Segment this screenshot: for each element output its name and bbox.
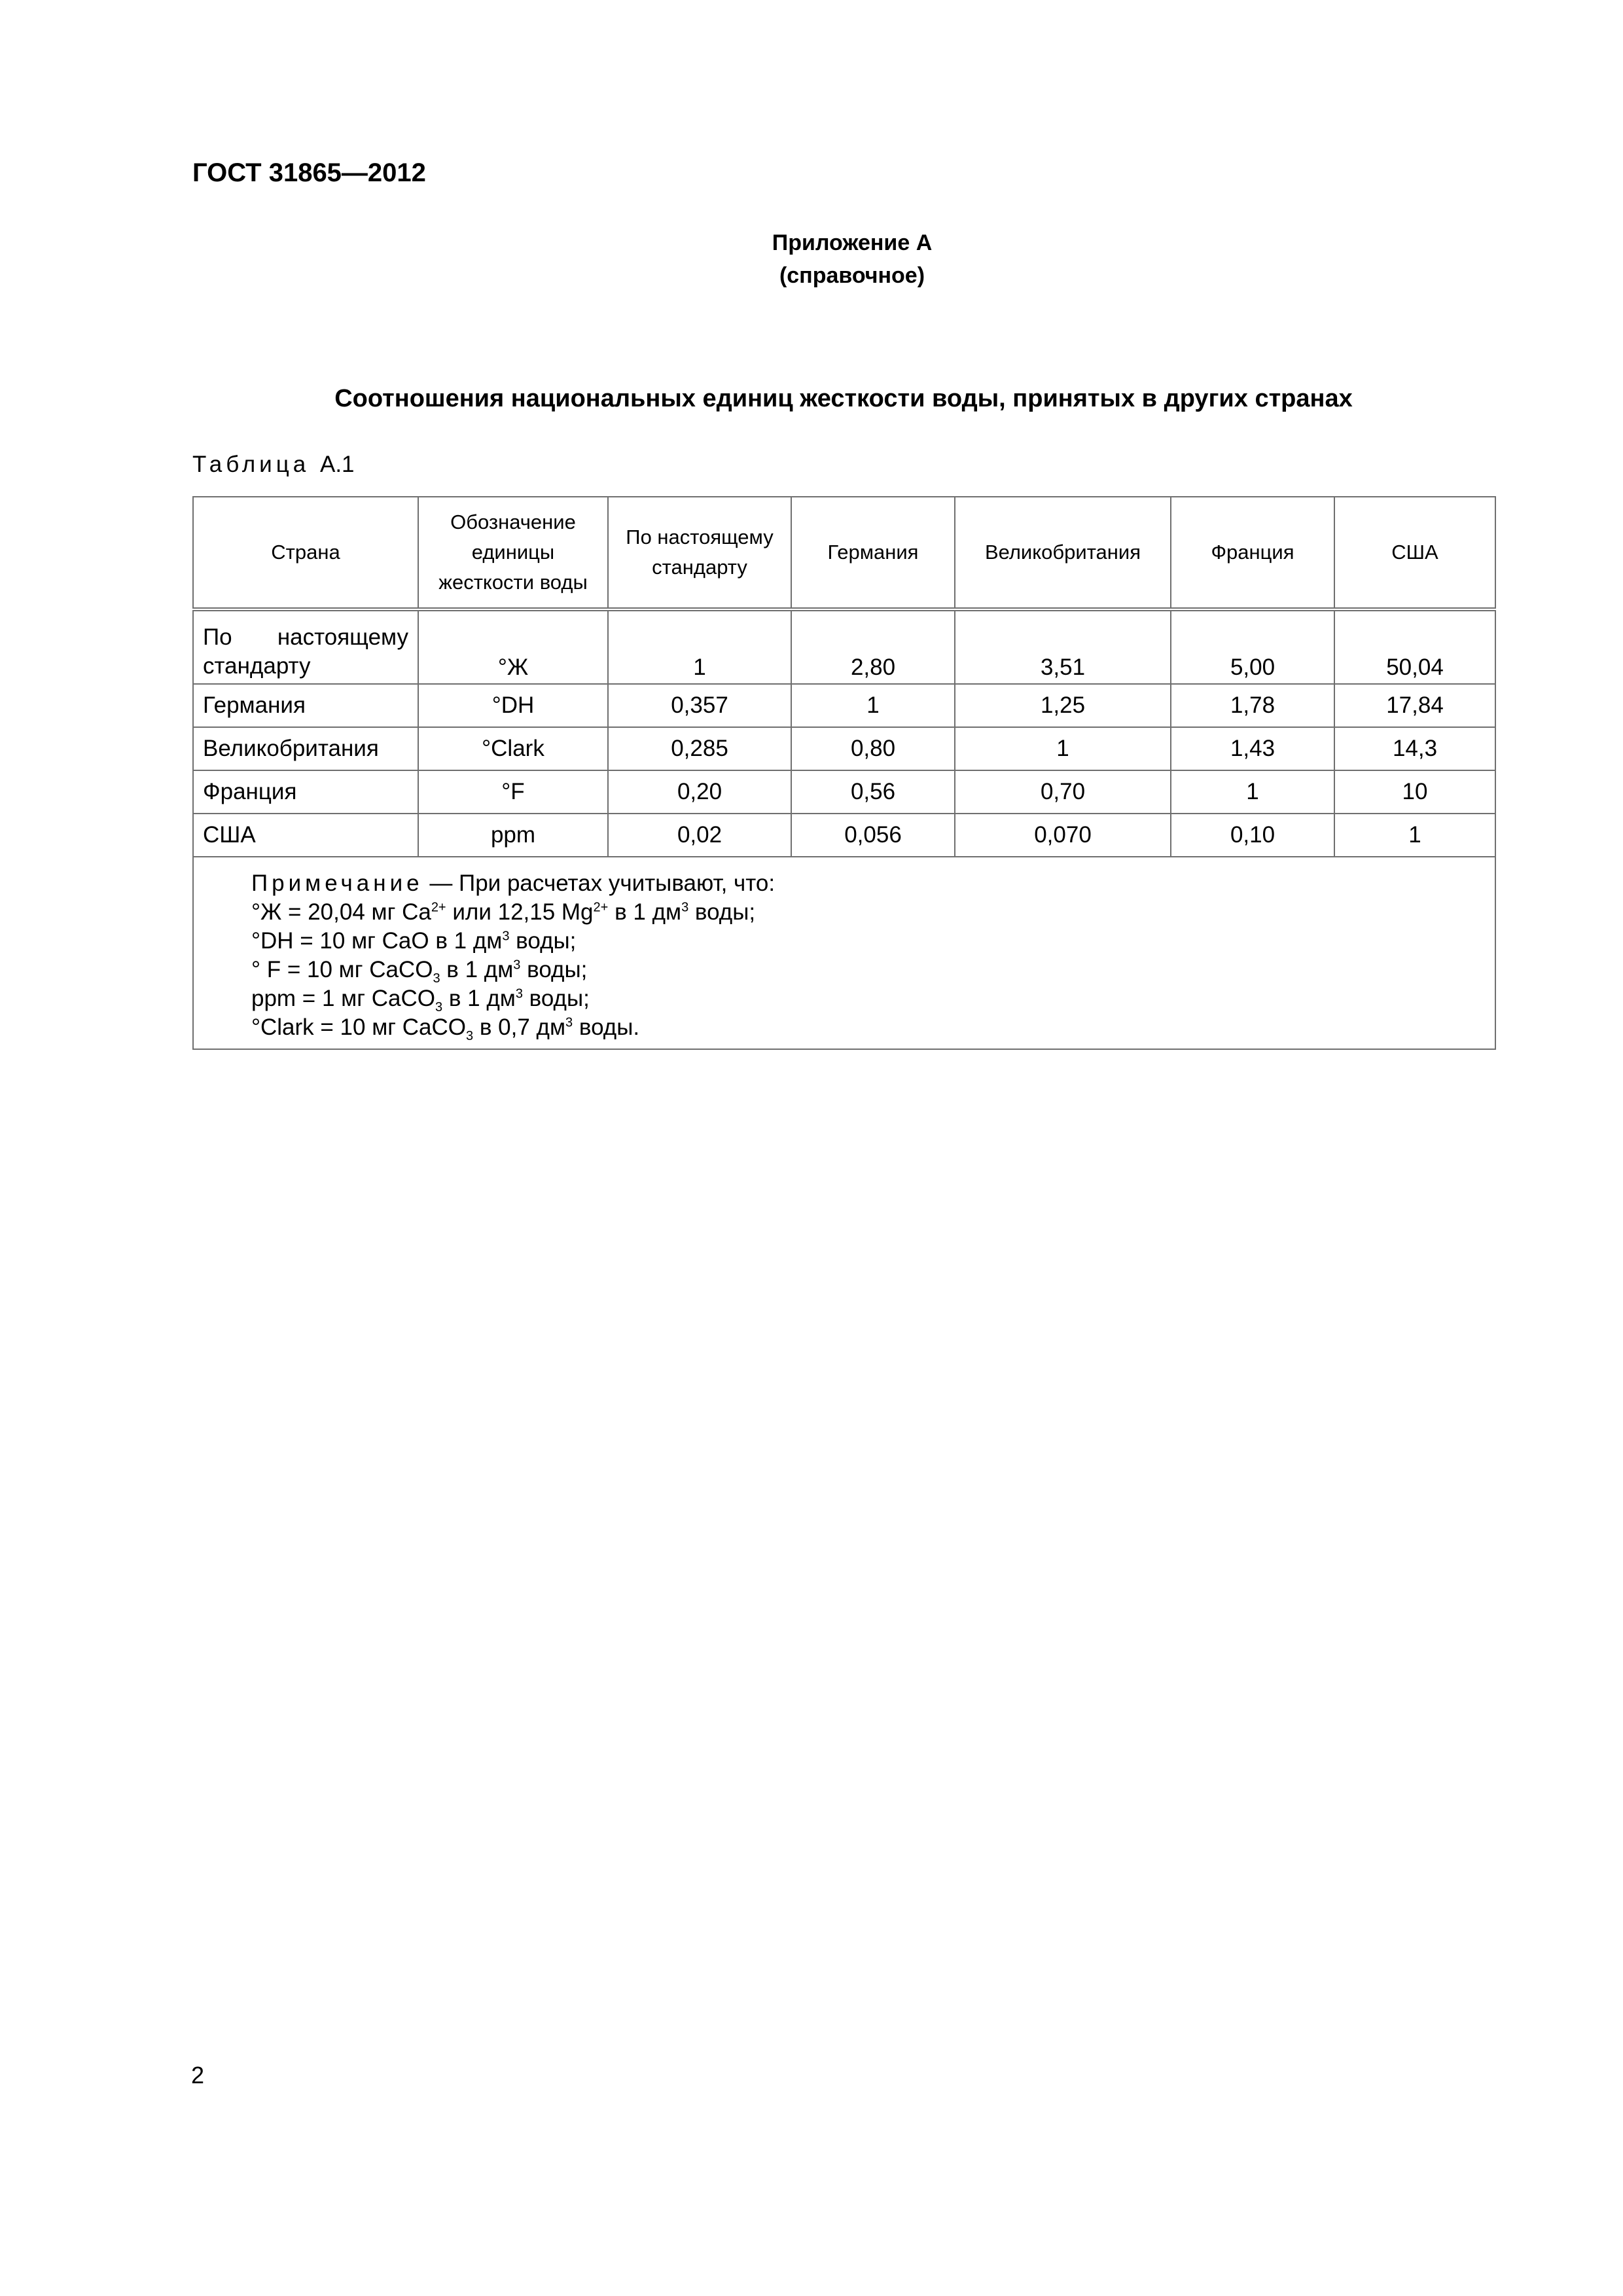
column-header: Франция xyxy=(1171,497,1334,609)
note-text: °DH = 10 мг CaO в 1 дм xyxy=(251,928,503,954)
note-line xyxy=(251,956,1486,984)
note-text: или 12,15 Mg xyxy=(446,899,594,925)
note-superscript: 3 xyxy=(502,929,510,944)
note-line xyxy=(251,898,1486,927)
note-text: в 0,7 дм xyxy=(473,1014,566,1040)
table-row xyxy=(193,727,1495,770)
country-text: настоящему xyxy=(277,624,408,650)
note-text: °Clark = 10 мг CaCO xyxy=(251,1014,467,1040)
note-subscript: 3 xyxy=(466,1029,474,1043)
note-text: воды; xyxy=(520,957,588,982)
note-line xyxy=(251,984,1486,1013)
value-cell: 2,80 xyxy=(791,609,955,684)
country-cell: Франция xyxy=(193,770,418,814)
unit-cell: °DH xyxy=(418,684,608,727)
note-text: в 1 дм xyxy=(440,957,514,982)
table-header-row xyxy=(193,497,1495,609)
note-superscript: 3 xyxy=(513,958,521,973)
note-intro: — При расчетах учитывают, что: xyxy=(423,870,776,896)
note-text: воды; xyxy=(509,928,577,954)
table-caption-number: А.1 xyxy=(319,452,355,477)
column-header: Великобритания xyxy=(955,497,1171,609)
note-label: Примечание xyxy=(251,870,423,896)
note-superscript: 3 xyxy=(515,986,523,1001)
table-caption-label: Таблица xyxy=(192,452,310,477)
column-header: Обозначение единицы жесткости воды xyxy=(418,497,608,609)
value-cell: 14,3 xyxy=(1334,727,1495,770)
note-text: °Ж = 20,04 мг Ca xyxy=(251,899,431,925)
note-text: в 1 дм xyxy=(442,986,516,1011)
value-cell: 0,20 xyxy=(608,770,791,814)
table-row xyxy=(193,770,1495,814)
value-cell: 50,04 xyxy=(1334,609,1495,684)
value-cell: 0,285 xyxy=(608,727,791,770)
value-cell: 0,56 xyxy=(791,770,955,814)
note-intro-line xyxy=(251,869,1486,898)
value-cell: 1,78 xyxy=(1171,684,1334,727)
value-cell: 0,056 xyxy=(791,814,955,857)
value-cell: 1,25 xyxy=(955,684,1171,727)
note-text: воды; xyxy=(522,986,590,1011)
note-subscript: 3 xyxy=(435,1000,443,1014)
value-cell: 0,070 xyxy=(955,814,1171,857)
value-cell: 1 xyxy=(1171,770,1334,814)
note-subscript: 3 xyxy=(433,971,440,986)
value-cell: 17,84 xyxy=(1334,684,1495,727)
note-line xyxy=(251,1013,1486,1042)
country-cell xyxy=(193,609,418,684)
unit-cell: ppm xyxy=(418,814,608,857)
unit-cell: °Clark xyxy=(418,727,608,770)
table-row xyxy=(193,609,1495,684)
table-note xyxy=(193,857,1495,1049)
note-superscript: 3 xyxy=(565,1015,573,1030)
table-row xyxy=(193,684,1495,727)
value-cell: 5,00 xyxy=(1171,609,1334,684)
value-cell: 10 xyxy=(1334,770,1495,814)
column-header: США xyxy=(1334,497,1495,609)
note-text: воды; xyxy=(688,899,756,925)
page-number: 2 xyxy=(191,2062,205,2089)
value-cell: 0,357 xyxy=(608,684,791,727)
country-cell: Великобритания xyxy=(193,727,418,770)
value-cell: 0,80 xyxy=(791,727,955,770)
country-cell: Германия xyxy=(193,684,418,727)
value-cell: 1 xyxy=(791,684,955,727)
note-superscript: 2+ xyxy=(593,900,609,915)
table-row xyxy=(193,814,1495,857)
value-cell: 1,43 xyxy=(1171,727,1334,770)
appendix-title: Приложение А xyxy=(772,230,933,255)
value-cell: 0,10 xyxy=(1171,814,1334,857)
unit-cell: °F xyxy=(418,770,608,814)
unit-cell: °Ж xyxy=(418,609,608,684)
appendix-status: (справочное) xyxy=(779,263,925,288)
note-text: воды. xyxy=(573,1014,640,1040)
note-text: ppm = 1 мг CaCO xyxy=(251,986,435,1011)
value-cell: 0,70 xyxy=(955,770,1171,814)
document-code: ГОСТ 31865—2012 xyxy=(192,158,426,187)
value-cell: 3,51 xyxy=(955,609,1171,684)
note-text: в 1 дм xyxy=(608,899,682,925)
note-text: ° F = 10 мг CaCO xyxy=(251,957,433,982)
value-cell: 0,02 xyxy=(608,814,791,857)
column-header: По настоящему стандарту xyxy=(608,497,791,609)
table-note-row xyxy=(193,857,1495,1049)
table-caption xyxy=(192,452,355,478)
column-header: Страна xyxy=(193,497,418,609)
page-title: Соотношения национальных единиц жесткости воды, принятых в других странах xyxy=(334,385,1353,412)
note-superscript: 2+ xyxy=(431,900,446,915)
note-superscript: 3 xyxy=(681,900,689,915)
country-text: По xyxy=(203,624,232,650)
value-cell: 1 xyxy=(1334,814,1495,857)
note-line xyxy=(251,927,1486,956)
country-text: стандарту xyxy=(203,653,311,679)
value-cell: 1 xyxy=(955,727,1171,770)
value-cell: 1 xyxy=(608,609,791,684)
hardness-conversion-table xyxy=(192,496,1496,1050)
country-cell: США xyxy=(193,814,418,857)
column-header: Германия xyxy=(791,497,955,609)
